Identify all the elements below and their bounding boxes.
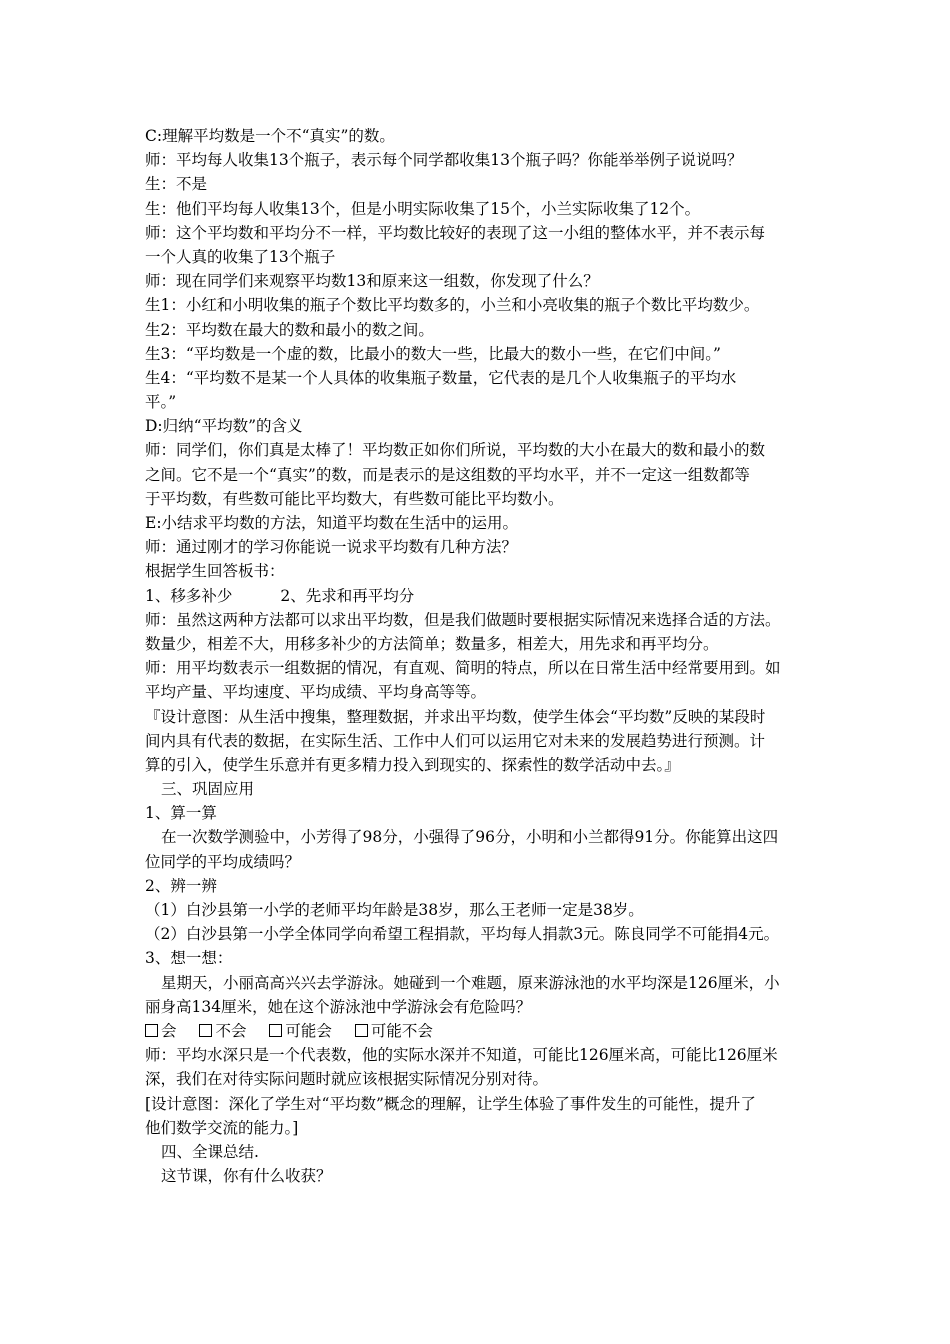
- text-line: 师：虽然这两种方法都可以求出平均数，但是我们做题时要根据实际情况来选择合适的方法。: [145, 610, 781, 629]
- checkbox-icon: [199, 1024, 212, 1037]
- option-maybe-not[interactable]: 可能不会: [355, 1019, 433, 1043]
- text-line: 师：平均水深只是一个代表数，他的实际水深并不知道，可能比126厘米高，可能比126厘米: [145, 1046, 778, 1065]
- text-line: 生4：“平均数不是某一个人具体的收集瓶子数量，它代表的是几个人收集瓶子的平均水: [145, 368, 737, 387]
- methods-line: [145, 584, 813, 608]
- text-line: 深，我们在对待实际问题时就应该根据实际情况分别对待。: [145, 1070, 549, 1089]
- text-line: 在一次数学测验中，小芳得了98分，小强得了96分，小明和小兰都得91分。你能算出这四: [161, 828, 779, 847]
- checkbox-icon: [355, 1024, 368, 1037]
- text-line: 生3：“平均数是一个虚的数，比最小的数大一些，比最大的数小一些，在它们中间。”: [145, 344, 721, 363]
- method-second: 2、先求和再平均分: [280, 586, 415, 605]
- text-line: 师：这个平均数和平均分不一样，平均数比较好的表现了这一小组的整体水平，并不表示每: [145, 223, 766, 242]
- text-line: 丽身高134厘米，她在这个游泳池中学游泳会有危险吗？: [145, 997, 532, 1016]
- exercise-1-title: 1、算一算: [145, 804, 217, 823]
- text-line: 一个人真的收集了13个瓶子: [145, 247, 336, 266]
- method-first: 1、移多补少: [145, 586, 233, 605]
- text-line: 数量少，相差不大，用移多补少的方法简单；数量多，相差大，用先求和再平均分。: [145, 634, 719, 653]
- text-line: （2）白沙县第一小学全体同学向希望工程捐款，平均每人捐款3元。陈良同学不可能捐4元。: [145, 925, 780, 944]
- text-line: 『设计意图：从生活中搜集，整理数据，并求出平均数，使学生体会“平均数”反映的某段时: [145, 707, 766, 726]
- option-yes[interactable]: 会: [145, 1019, 177, 1043]
- text-line: 平均产量、平均速度、平均成绩、平均身高等等。: [145, 683, 487, 702]
- text-line: 生1：小红和小明收集的瓶子个数比平均数多的，小兰和小亮收集的瓶子个数比平均数少。: [145, 296, 760, 315]
- text-line: 星期天，小丽高高兴兴去学游泳。她碰到一个难题，原来游泳池的水平均深是126厘米，小: [161, 973, 780, 992]
- exercise-2-title: 2、辨一辨: [145, 876, 217, 895]
- option-no[interactable]: 不会: [199, 1019, 246, 1043]
- checkbox-icon: [145, 1024, 158, 1037]
- text-line: 师：通过刚才的学习你能说一说求平均数有几种方法？: [145, 538, 518, 557]
- text-line: 于平均数，有些数可能比平均数大，有些数可能比平均数小。: [145, 489, 564, 508]
- text-line: D:归纳“平均数”的含义: [145, 417, 303, 436]
- text-line: 他们数学交流的能力。]: [145, 1118, 299, 1137]
- text-line: 师：同学们，你们真是太棒了！平均数正如你们所说，平均数的大小在最大的数和最小的数: [145, 441, 766, 460]
- exercise-3-title: 3、想一想：: [145, 949, 233, 968]
- text-line: 位同学的平均成绩吗？: [145, 852, 301, 871]
- section-heading-3: 三、巩固应用: [161, 780, 255, 799]
- section-heading-4: 四、全课总结.: [161, 1142, 259, 1161]
- text-line: （1）白沙县第一小学的老师平均年龄是38岁，那么王老师一定是38岁。: [145, 901, 644, 919]
- text-line: E:小结求平均数的方法，知道平均数在生活中的运用。: [145, 514, 519, 532]
- text-line: 之间。它不是一个“真实”的数，而是表示的是这组数的平均水平，并不一定这一组数都等: [145, 465, 750, 484]
- answer-options: [145, 1019, 813, 1043]
- text-line: 生2：平均数在最大的数和最小的数之间。: [145, 320, 434, 339]
- text-line: 根据学生回答板书：: [145, 562, 285, 581]
- text-line: 间内具有代表的数据，在实际生活、工作中人们可以运用它对未来的发展趋势进行预测。计: [145, 731, 766, 750]
- text-line: 师：用平均数表示一组数据的情况，有直观、简明的特点，所以在日常生活中经常要用到。如: [145, 659, 781, 678]
- text-line: C:理解平均数是一个不“真实”的数。: [145, 127, 395, 145]
- text-line: 师：现在同学们来观察平均数13和原来这一组数，你发现了什么？: [145, 272, 599, 291]
- text-line: 师：平均每人收集13个瓶子，表示每个同学都收集13个瓶子吗？你能举举例子说说吗？: [145, 151, 743, 170]
- text-line: 算的引入，使学生乐意并有更多精力投入到现实的、探索性的数学活动中去。』: [145, 755, 680, 774]
- text-line: [设计意图：深化了学生对“平均数”概念的理解，让学生体验了事件发生的可能性，提升了: [145, 1094, 756, 1113]
- checkbox-icon: [269, 1024, 282, 1037]
- text-line: 生：不是: [145, 175, 208, 194]
- closing-question: 这节课，你有什么收获？: [161, 1167, 332, 1186]
- option-maybe[interactable]: 可能会: [269, 1019, 332, 1043]
- text-line: 平。”: [145, 393, 177, 412]
- document-page: [145, 124, 813, 1188]
- text-line: 生：他们平均每人收集13个，但是小明实际收集了15个，小兰实际收集了12个。: [145, 199, 701, 218]
